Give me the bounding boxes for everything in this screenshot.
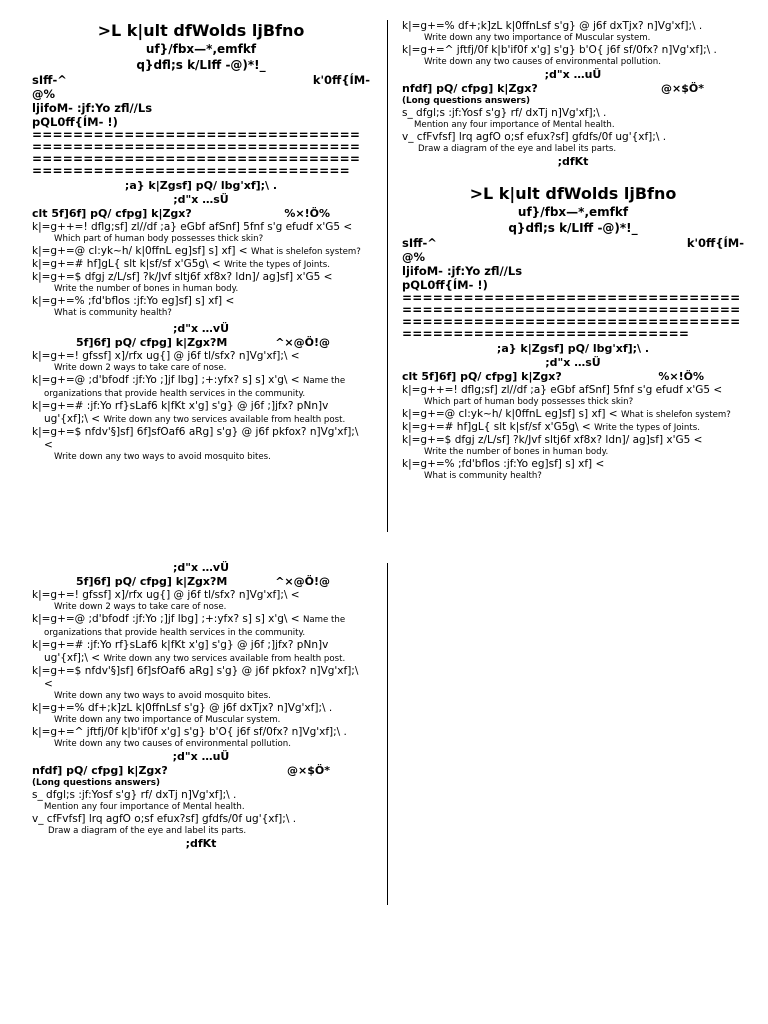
end-mark: ;dfKt: [185, 837, 217, 850]
group-c-label: ;d"x …uÜ: [544, 68, 602, 81]
question-english: Write down 2 ways to take care of nose.: [54, 602, 227, 612]
class-marks-row: [402, 236, 744, 250]
question-english: Write the number of bones in human body.: [424, 447, 609, 457]
question-english: Write down any two ways to avoid mosquito bites.: [54, 691, 271, 701]
question: k|=g+=! gfssf] x]/rfx ug{] @ j6f tl/sfx? n]Vg'xf];\ <: [32, 589, 300, 601]
question-english: Which part of human body possesses thick skin?: [54, 234, 264, 244]
question-english: Write down any two ways to avoid mosquito bites.: [54, 452, 271, 462]
group-c-marks: @×$Ö*: [287, 764, 330, 777]
group-a-title: clt 5f]6f] pQ/ cfpg] k|Zgx?: [402, 370, 562, 383]
group-b-row: [32, 336, 370, 350]
question: k|=g+=@ ;d'bfodf :jf:Yo ;]jf lbg] ;+:yfx? s] s] x'g\ < Name the organizations that provide health services in the community.: [32, 374, 346, 399]
marks-value: @%: [32, 87, 56, 101]
group-a-label: ;d"x …sÜ: [545, 356, 601, 369]
question-english: What is community health?: [424, 471, 542, 481]
question-english: Mention any four importance of Mental health.: [414, 120, 615, 130]
question: k|=g+=% df+;k]zL k|0ffnLsf s'g} @ j6f dxTjx? n]Vg'xf];\ .: [402, 20, 703, 32]
question: k|=g+=^ jftfj/0f k|b'if0f x'g] s'g} b'O{ j6f sf/0fx? n]Vg'xf];\ .: [32, 726, 347, 738]
question: k|=g+=$ dfgj z/L/sf] ?k/Jvf sltj6f xf8x? ldn]/ ag]sf] x'G5 <: [402, 434, 703, 446]
group-a-marks: %×!Ö%: [284, 207, 330, 220]
top-left-column: [32, 20, 370, 463]
question: k|=g+=@ ;d'bfodf :jf:Yo ;]jf lbg] ;+:yfx? s] s] x'g\ < Name the organizations that provide health services in the community.: [32, 613, 346, 638]
question: k|=g+=# hf]gL{ slt k|sf/sf x'G5g\ < Write the types of Joints.: [402, 421, 700, 433]
question-english: Write down any two causes of environmental pollution.: [54, 739, 291, 749]
question: k|=g+=% ;fd'bflos :jf:Yo eg]sf] s] xf] <: [402, 458, 605, 470]
instruction-heading: ;a} k|Zgsf] pQ/ lbg'xf];\ .: [496, 342, 650, 355]
question: k|=g+=$ dfgj z/L/sf] ?k/Jvf sltj6f xf8x? ldn]/ ag]sf] x'G5 <: [32, 271, 333, 283]
exam-title: >L k|ult dfWolds ljBfno: [97, 21, 305, 40]
group-c-label: ;d"x …uÜ: [172, 750, 230, 763]
group-a-row: [32, 207, 370, 221]
group-a-title: clt 5f]6f] pQ/ cfpg] k|Zgx?: [32, 207, 192, 220]
exam-line3: q}dfl;s k/LIff -@)*!_: [508, 221, 638, 235]
group-a-label: ;d"x …sÜ: [173, 193, 229, 206]
question-english: Draw a diagram of the eye and label its parts.: [418, 144, 617, 154]
question: k|=g+=% df+;k]zL k|0ffnLsf s'g} @ j6f dxTjx? n]Vg'xf];\ .: [32, 702, 333, 714]
group-b-title: 5f]6f] pQ/ cfpg] k|Zgx?M: [76, 336, 228, 349]
class-label: sIff-^: [32, 73, 67, 87]
question-english: Write down any two importance of Muscular system.: [54, 715, 281, 725]
question-english: Write down any two importance of Muscular system.: [424, 33, 651, 43]
question: v_ cfFvfsf] lrq agfO o;sf efux?sf] gfdfs/0f ug'{xf];\ .: [32, 813, 297, 825]
class-label: sIff-^: [402, 236, 437, 250]
exam-line3: q}dfl;s k/LIff -@)*!_: [136, 58, 266, 72]
question: k|=g+=$ nfdv'§]sf] 6f]sfOaf6 aRg] s'g} @ j6f pkfox? n]Vg'xf];\ <: [32, 665, 359, 690]
question-english: What is community health?: [54, 308, 172, 318]
group-c-marks: @×$Ö*: [661, 82, 704, 95]
separator: ===============================================================================================================================: [32, 128, 361, 178]
question: k|=g+=$ nfdv'§]sf] 6f]sfOaf6 aRg] s'g} @ j6f pkfox? n]Vg'xf];\ <: [32, 426, 359, 451]
question-english: Write the number of bones in human body.: [54, 284, 239, 294]
top-right-column: [402, 20, 744, 482]
question: k|=g+=@ cl:yk~h/ k|0ffnL eg]sf] s] xf] < What is shelefon system?: [32, 245, 361, 257]
question: k|=g+=# hf]gL{ slt k|sf/sf x'G5g\ < Write the types of Joints.: [32, 258, 330, 270]
group-b-label: ;d"x …vÜ: [172, 561, 230, 574]
group-c-title: nfdf] pQ/ cfpg] k|Zgx?: [402, 82, 538, 95]
pass-marks-line: pQL0ff{ÍM- !): [32, 115, 118, 129]
question: v_ cfFvfsf] lrq agfO o;sf efux?sf] gfdfs/0f ug'{xf];\ .: [402, 131, 667, 143]
exam-line2: uf}/fbx—*,emfkf: [517, 205, 629, 219]
group-c-row: [402, 82, 744, 96]
instruction-heading: ;a} k|Zgsf] pQ/ lbg'xf];\ .: [124, 179, 278, 192]
group-c-row: [32, 764, 370, 778]
pass-marks-line: pQL0ff{ÍM- !): [402, 278, 488, 292]
subject-line: ljifoM- :jf:Yo zfl//Ls: [402, 264, 523, 278]
group-b-title: 5f]6f] pQ/ cfpg] k|Zgx?M: [76, 575, 228, 588]
separator: ===============================================================================================================================: [402, 291, 741, 341]
question-english: Which part of human body possesses thick skin?: [424, 397, 634, 407]
question: k|=g+=^ jftfj/0f k|b'if0f x'g] s'g} b'O{ j6f sf/0fx? n]Vg'xf];\ .: [402, 44, 717, 56]
group-b-label: ;d"x …vÜ: [172, 322, 230, 335]
question-english: Write down 2 ways to take care of nose.: [54, 363, 227, 373]
long-questions-note: (Long questions answers): [402, 96, 531, 106]
question: k|=g+=@ cl:yk~h/ k|0ffnL eg]sf] s] xf] < What is shelefon system?: [402, 408, 731, 420]
question: k|=g+=# :jf:Yo rf}sLaf6 k|fKt x'g] s'g} @ j6f ;]jfx? pNn]v ug'{xf];\ < Write down any two services available from health post.: [32, 639, 346, 664]
column-divider-bottom: [387, 563, 388, 905]
question: k|=g+=# :jf:Yo rf}sLaf6 k|fKt x'g] s'g} @ j6f ;]jfx? pNn]v ug'{xf];\ < Write down any two services available from health post.: [32, 400, 346, 425]
group-a-marks: %×!Ö%: [658, 370, 704, 383]
subject-line: ljifoM- :jf:Yo zfl//Ls: [32, 101, 153, 115]
group-b-row: [32, 575, 370, 589]
marks-value: @%: [402, 250, 426, 264]
question: s_ dfgl;s :jf:Yosf s'g} rf/ dxTj n]Vg'xf];\ .: [32, 789, 237, 801]
full-marks-label: k'0ff{ÍM-: [686, 236, 744, 250]
question: k|=g++=! dflg;sf] zl//df ;a} eGbf afSnf] 5fnf s'g efudf x'G5 <: [402, 384, 723, 396]
question-english: Write down any two causes of environmental pollution.: [424, 57, 661, 67]
question: k|=g+=% ;fd'bflos :jf:Yo eg]sf] s] xf] <: [32, 295, 235, 307]
question: k|=g+=! gfssf] x]/rfx ug{] @ j6f tl/sfx? n]Vg'xf];\ <: [32, 350, 300, 362]
bottom-left-column: [32, 561, 370, 851]
group-c-title: nfdf] pQ/ cfpg] k|Zgx?: [32, 764, 168, 777]
question: s_ dfgl;s :jf:Yosf s'g} rf/ dxTj n]Vg'xf];\ .: [402, 107, 607, 119]
group-b-marks: ^×@Ö!@: [275, 336, 330, 349]
question-english: Draw a diagram of the eye and label its parts.: [48, 826, 247, 836]
group-b-marks: ^×@Ö!@: [275, 575, 330, 588]
exam-line2: uf}/fbx—*,emfkf: [145, 42, 257, 56]
class-marks-row: [32, 73, 370, 87]
column-divider-top: [387, 20, 388, 532]
question: k|=g++=! dflg;sf] zl//df ;a} eGbf afSnf] 5fnf s'g efudf x'G5 <: [32, 221, 353, 233]
exam-title: >L k|ult dfWolds ljBfno: [469, 184, 677, 203]
end-mark: ;dfKt: [557, 155, 589, 168]
group-a-row: [402, 370, 744, 384]
long-questions-note: (Long questions answers): [32, 778, 161, 788]
full-marks-label: k'0ff{ÍM-: [312, 73, 370, 87]
question-english: Mention any four importance of Mental health.: [44, 802, 245, 812]
